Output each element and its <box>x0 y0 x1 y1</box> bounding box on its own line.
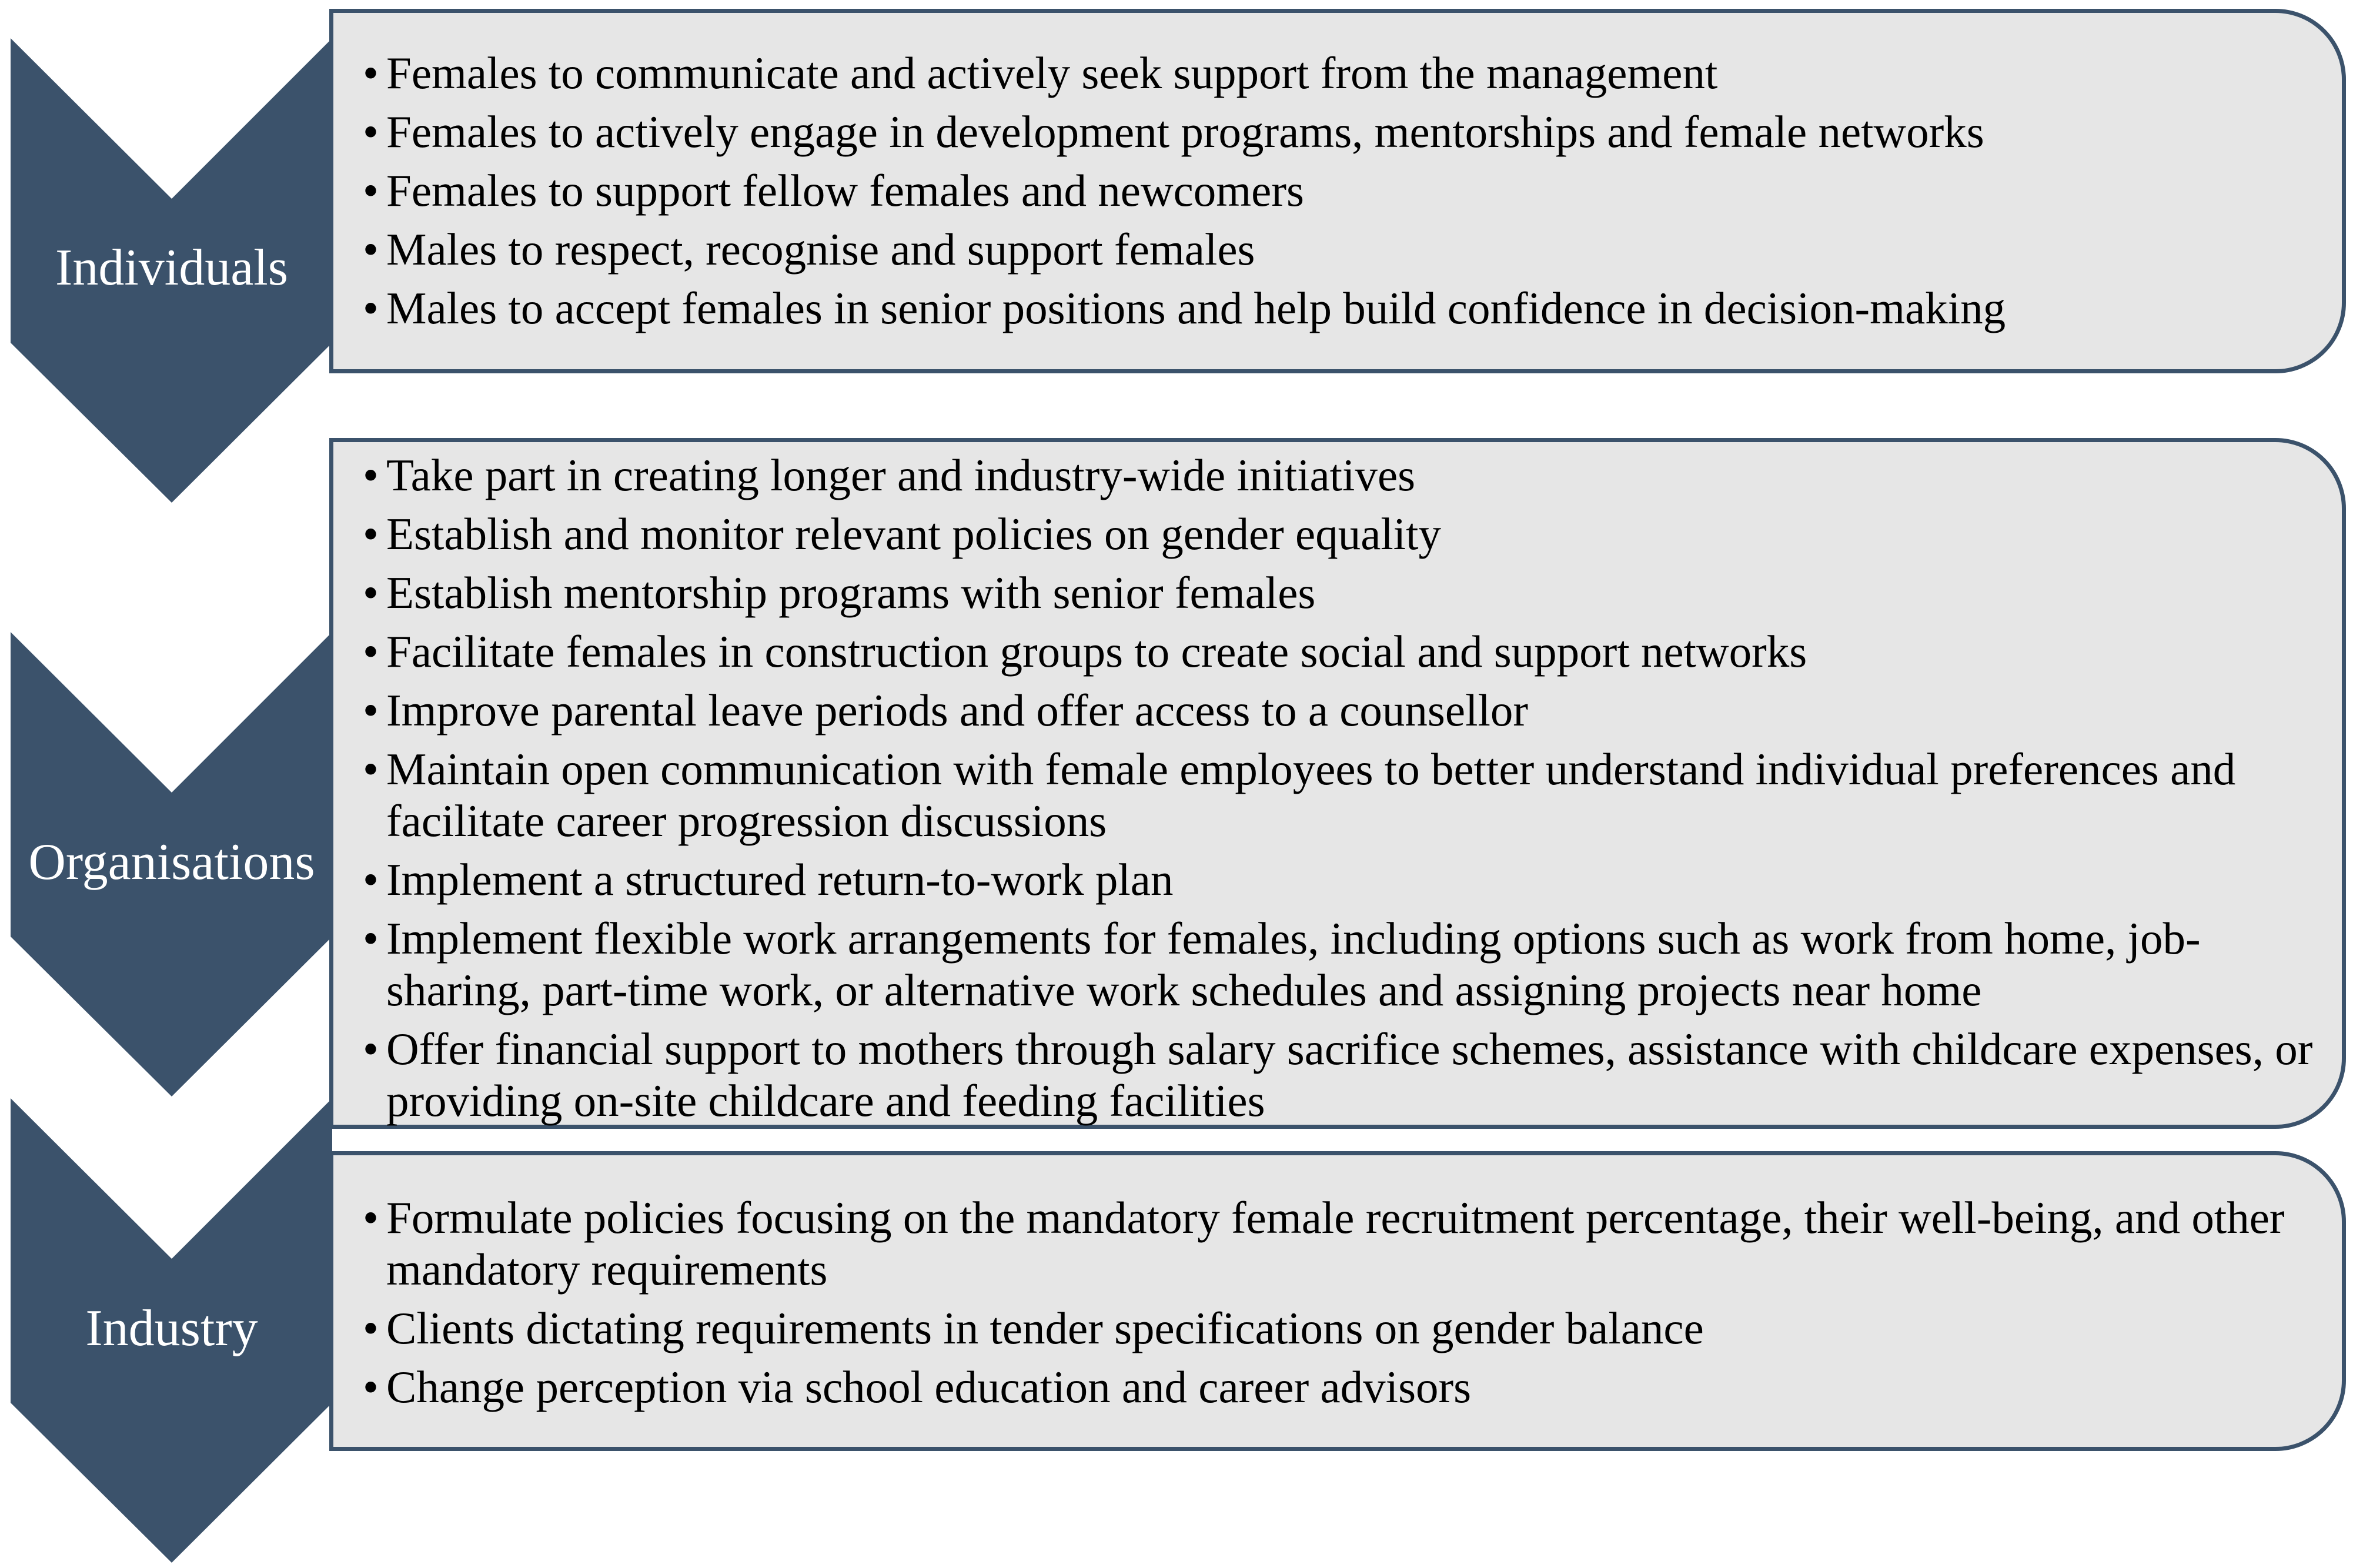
list-item: • Females to communicate and actively seek support from the management <box>363 48 1718 98</box>
bullet-icon: • <box>363 1303 379 1353</box>
bullet-icon: • <box>363 165 379 216</box>
bullet-icon: • <box>363 450 379 500</box>
list-item: • Males to respect, recognise and support females <box>363 224 1255 275</box>
list-item: • Maintain open communication with female employees to better understand individual preferences and facilitate career progression discussions <box>363 744 2236 846</box>
list-item: • Improve parental leave periods and offer access to a counsellor <box>363 685 1528 735</box>
list-item: • Implement a structured return-to-work plan <box>363 854 1174 905</box>
bullet-icon: • <box>363 1192 379 1243</box>
list-item: • Take part in creating longer and industry-wide initiatives <box>363 450 1416 500</box>
list-item: • Establish mentorship programs with senior females <box>363 567 1316 618</box>
bullet-icon: • <box>363 48 379 98</box>
list-item: • Change perception via school education and career advisors <box>363 1362 1472 1412</box>
bullet-icon: • <box>363 854 379 905</box>
bullet-icon: • <box>363 1024 379 1074</box>
list-item: • Facilitate females in construction groups to create social and support networks <box>363 626 1807 677</box>
bullet-icon: • <box>363 567 379 618</box>
list-item: • Offer financial support to mothers through salary sacrifice schemes, assistance with childcare expenses, or providing on-site childcare and feeding facilities <box>363 1024 2313 1126</box>
list-item: • Establish and monitor relevant policies on gender equality <box>363 509 1442 559</box>
bullet-icon: • <box>363 744 379 794</box>
panel-industry <box>329 1151 2346 1451</box>
bullet-icon: • <box>363 626 379 677</box>
list-item: • Females to support fellow females and newcomers <box>363 165 1304 216</box>
bullet-icon: • <box>363 224 379 275</box>
bullet-icon: • <box>363 685 379 735</box>
panel-organisations <box>329 438 2346 1129</box>
level-label-organisations: Organisations <box>28 834 315 891</box>
list-item: • Males to accept females in senior positions and help build confidence in decision-making <box>363 283 2006 333</box>
individuals-list <box>363 47 2318 334</box>
bullet-icon: • <box>363 913 379 964</box>
bullet-icon: • <box>363 1362 379 1412</box>
bullet-icon: • <box>363 283 379 333</box>
industry-list <box>363 1192 2318 1413</box>
list-item: • Clients dictating requirements in tender specifications on gender balance <box>363 1303 1704 1353</box>
level-label-individuals: Individuals <box>55 239 288 296</box>
list-item: • Formulate policies focusing on the mandatory female recruitment percentage, their well-being, and other mandatory requirements <box>363 1192 2285 1295</box>
list-item: • Implement flexible work arrangements for females, including options such as work from home, job-sharing, part-time work, or alternative work schedules and assigning projects near home <box>363 913 2201 1015</box>
bullet-icon: • <box>363 509 379 559</box>
level-label-industry: Industry <box>85 1300 258 1357</box>
organisations-list <box>363 449 2318 1126</box>
bullet-icon: • <box>363 106 379 157</box>
list-item: • Females to actively engage in development programs, mentorships and female networks <box>363 106 1984 157</box>
panel-individuals <box>329 9 2346 373</box>
